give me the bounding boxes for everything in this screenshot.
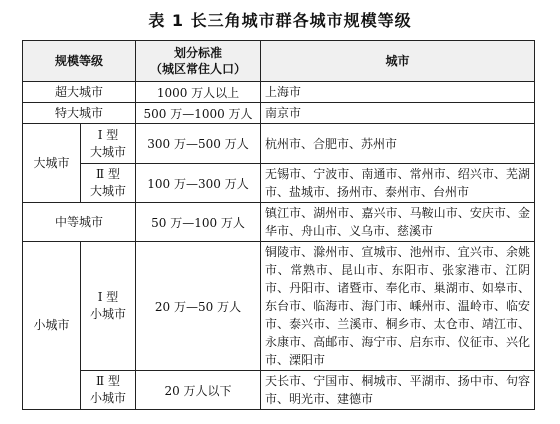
level-super: 超大城市 [23, 82, 136, 103]
sub-small-type1-line2: 小城市 [90, 307, 127, 321]
sub-small-type2-line1: Ⅱ 型 [96, 374, 120, 388]
standard-extra: 500 万—1000 万人 [136, 103, 261, 124]
cities-medium: 镇江市、湖州市、嘉兴市、马鞍山市、安庆市、金华市、舟山市、义乌市、慈溪市 [261, 203, 535, 242]
city-scale-table [22, 40, 535, 410]
table-title: 表 1 长三角城市群各城市规模等级 [148, 11, 412, 30]
standard-small-type1: 20 万—50 万人 [136, 242, 261, 371]
sub-small-type2 [81, 371, 136, 410]
cities-small-type1: 铜陵市、滁州市、宣城市、池州市、宜兴市、余姚市、常熟市、昆山市、东阳市、张家港市、江阴市、丹阳市、诸暨市、奉化市、巢湖市、如皋市、东台市、临海市、海门市、嵊州市、温岭市、临安市、泰兴市、兰溪市、桐乡市、太仓市、靖江市、永康市、高邮市、海宁市、启东市、仪征市、兴化市、溧阳市 [261, 242, 535, 371]
sub-small-type2-line2: 小城市 [90, 391, 127, 405]
cities-super: 上海市 [261, 82, 535, 103]
cities-small-type2: 天长市、宁国市、桐城市、平湖市、扬中市、句容市、明光市、建德市 [261, 371, 535, 410]
table-row [23, 103, 535, 124]
header-standard-line1: 划分标准 [174, 46, 223, 60]
cities-extra: 南京市 [261, 103, 535, 124]
sub-large-type2-line1: Ⅱ 型 [96, 167, 120, 181]
level-extra: 特大城市 [23, 103, 136, 124]
header-standard-line2: （城区常住人口） [150, 62, 247, 76]
sub-large-type2 [81, 164, 136, 203]
table-row [23, 203, 535, 242]
table-row [23, 82, 535, 103]
standard-small-type2: 20 万人以下 [136, 371, 261, 410]
table-row [23, 242, 535, 371]
sub-large-type1 [81, 124, 136, 164]
sub-small-type1 [81, 242, 136, 371]
sub-large-type2-line2: 大城市 [90, 184, 127, 198]
standard-super: 1000 万人以上 [136, 82, 261, 103]
cities-large-type2: 无锡市、宁波市、南通市、常州市、绍兴市、芜湖市、盐城市、扬州市、泰州市、台州市 [261, 164, 535, 203]
standard-large-type2: 100 万—300 万人 [136, 164, 261, 203]
table-row [23, 124, 535, 164]
table-row [23, 164, 535, 203]
level-medium: 中等城市 [23, 203, 136, 242]
header-standard [136, 41, 261, 82]
standard-large-type1: 300 万—500 万人 [136, 124, 261, 164]
sub-large-type1-line1: Ⅰ 型 [97, 127, 119, 142]
table-row [23, 371, 535, 410]
header-row [23, 41, 535, 82]
header-cities: 城市 [261, 41, 535, 82]
sub-small-type1-line1: Ⅰ 型 [97, 290, 119, 304]
standard-medium: 50 万—100 万人 [136, 203, 261, 242]
cities-large-type1: 杭州市、合肥市、苏州市 [261, 124, 535, 164]
level-large: 大城市 [23, 124, 81, 203]
sub-large-type1-line2: 大城市 [90, 144, 127, 159]
level-small: 小城市 [23, 242, 81, 410]
header-level: 规模等级 [23, 41, 136, 82]
